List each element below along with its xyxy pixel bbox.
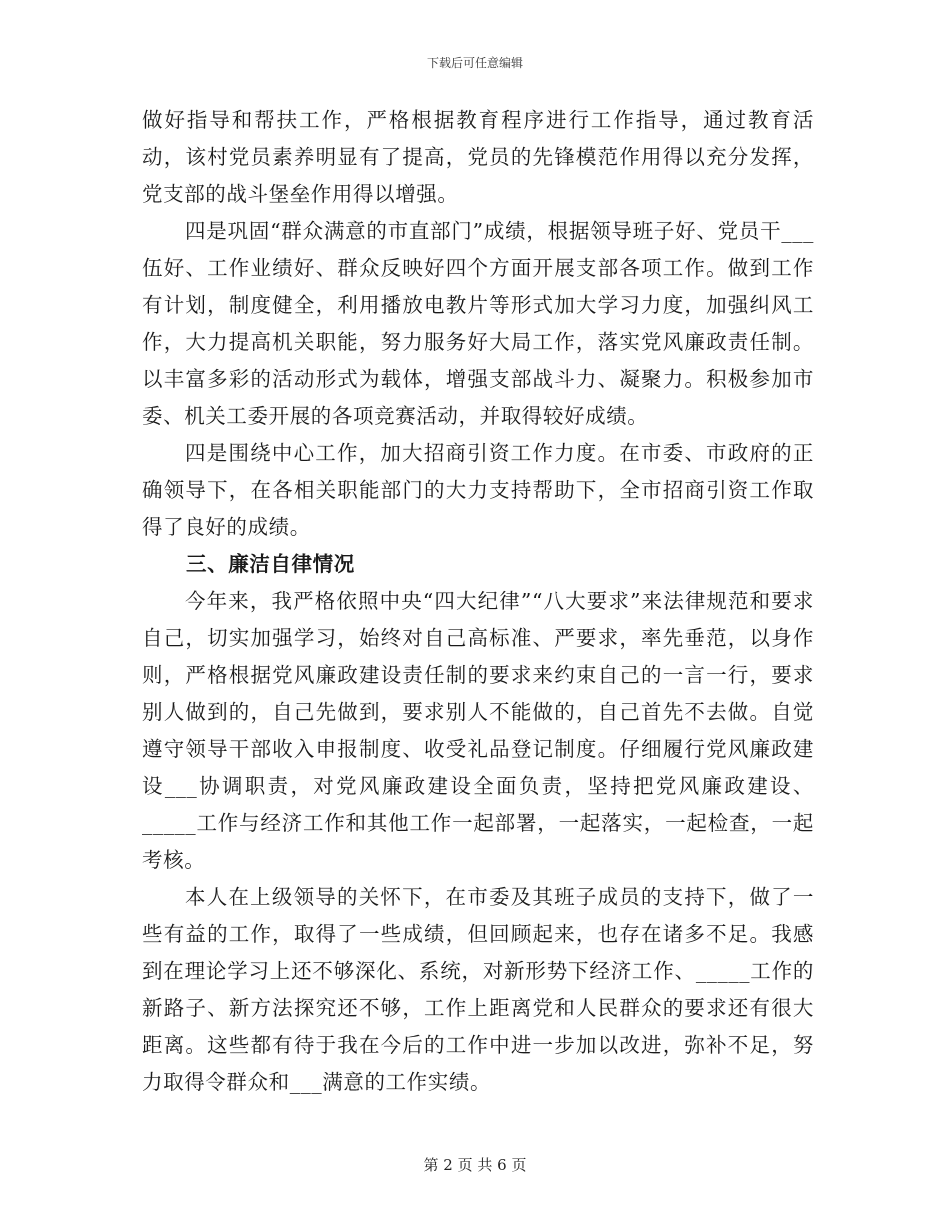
- paragraph-2: 四是巩固“群众满意的市直部门”成绩，根据领导班子好、党员干___伍好、工作业绩好、群众反映好四个方面开展支部各项工作。做到工作有计划，制度健全，利用播放电教片等形式加大学习力度，加强纠风工作，大力提高机关职能，努力服务好大局工作，落实党风廉政责任制。以丰富多彩的活动形式为载体，增强支部战斗力、凝聚力。积极参加市委、机关工委开展的各项竞赛活动，并取得较好成绩。: [142, 219, 814, 428]
- paragraph-3: 四是围绕中心工作，加大招商引资工作力度。在市委、市政府的正确领导下，在各相关职能部门的大力支持帮助下，全市招商引资工作取得了良好的成绩。: [142, 441, 814, 539]
- page-header-note: 下载后可任意编辑: [426, 56, 523, 70]
- paragraph-5: 本人在上级领导的关怀下，在市委及其班子成员的支持下，做了一些有益的工作，取得了一些成绩，但回顾起来，也存在诸多不足。我感到在理论学习上还不够深化、系统，对新形势下经济工作、_____工作的新路子、新方法探究还不够，工作上距离党和人民群众的要求还有很大距离。这些都有待于我在今后的工作中进一步加以改进，弥补不足，努力取得令群众和___满意的工作实绩。: [142, 885, 814, 1094]
- page-number: 第 2 页 共 6 页: [423, 1156, 527, 1174]
- paragraph-4: 今年来，我严格依照中央“四大纪律”“八大要求”来法律规范和要求自己，切实加强学习，始终对自己高标准、严要求，率先垂范，以身作则，严格根据党风廉政建设责任制的要求来约束自己的一言一行，要求别人做到的，自己先做到，要求别人不能做的，自己首先不去做。自觉遵守领导干部收入申报制度、收受礼品登记制度。仔细履行党风廉政建设___协调职责，对党风廉政建设全面负责，坚持把党风廉政建设、_____工作与经济工作和其他工作一起部署，一起落实，一起检查，一起考核。: [142, 589, 814, 872]
- paragraph-1: 做好指导和帮扶工作，严格根据教育程序进行工作指导，通过教育活动，该村党员素养明显有了提高，党员的先锋模范作用得以充分发挥，党支部的战斗堡垒作用得以增强。: [142, 108, 814, 206]
- document-body: [142, 102, 814, 1101]
- section-heading-3: 三、廉洁自律情况: [186, 552, 355, 576]
